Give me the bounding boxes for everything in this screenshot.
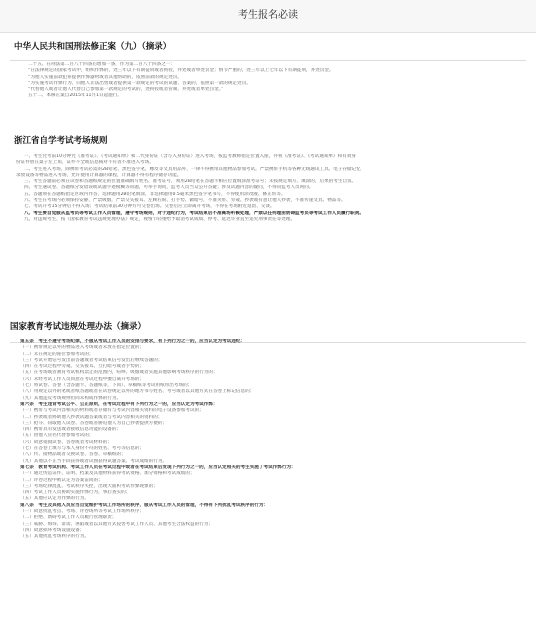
section-title-violation-handling: 国家教育考试违规处理办法（摘录） — [10, 322, 147, 332]
list-item: （八）传、接物品或者交换试卷、答卷、草稿纸的； — [20, 452, 126, 458]
paragraph: 二、考生进入考场，除携带考试必需的2B铅笔、黑色签字笔、橡皮等文具用品外，一律不得携带其他物品参加考试。严禁携带手机等各种无线通讯工具、电子存储记忆 — [24, 166, 361, 172]
article-heading: 第六条 考生违背考试公平、公正原则，在考试过程中有下列行为之一的，应当认定为考试作弊： — [20, 401, 218, 407]
list-item: （五）其他应认定为作弊的行为。 — [20, 496, 89, 502]
list-item: （一）携带规定以外的物品进入考场或者未放在指定位置的； — [20, 345, 145, 351]
article-heading: 第七条 教育考试机构、考试工作人员在考试过程中或者在考试结束后发现下列行为之一的，应当认定相关的考生实施了考试作弊行为： — [20, 464, 296, 470]
paragraph: 五十二、本修正案自2015年11月1日起施行。 — [28, 93, 122, 99]
list-item: （四）携带具有发送或者接收信息功能的设备的； — [20, 427, 122, 433]
list-item: （二）拒绝、妨碍考试工作人员履行管理职责； — [20, 515, 117, 521]
list-item: （三）考试开始信号发出前答题或者考试结束信号发出后继续答题的； — [20, 357, 163, 363]
list-item: （五）在考场或者教育考试机构禁止的范围内，喧哗、吸烟或者实施其他影响考场秩序的行为的； — [20, 370, 218, 376]
paragraph: 五、答题须在答题纸指定区域内作答，选择题用2B铅笔填涂，非选择题用0.5毫米黑色签字笔书写，不得使用涂改液、修正带等。 — [24, 191, 286, 197]
section-body-exam-rules — [16, 154, 524, 223]
list-item: （三）威胁、侮辱、诽谤、诬陷或者以其他方式侵害考试工作人员、其他考生合法权益的行为； — [20, 521, 213, 527]
list-item: （三）考场纪律混乱、考试秩序失控，出现大面积考试作弊现象的； — [20, 483, 158, 489]
paragraph: “为他人实施前款犯罪提供作弊器材或者其他帮助的，依照前款的规定处罚。 — [28, 74, 182, 80]
list-item: （四）故意损坏考场设施设备； — [20, 527, 85, 533]
page-header — [0, 0, 536, 33]
section-title-criminal-law: 中华人民共和国刑法修正案（九）（摘录） — [14, 42, 172, 52]
list-item: （九）其他违反考场规则但尚未构成作弊的行为。 — [20, 395, 122, 401]
paragraph: “为实施考试作弊行为，向他人非法出售或者提供第一款规定的考试的试题、答案的，依照第一款的规定处罚。 — [28, 80, 251, 86]
paragraph: 一、考生凭考前10分钟凭《准考证》、《考试通知单》和二代身份证（含写入身份证）进入考场，按监考教师指定位置入座，并将《准考证》、《考试通知单》和有效身 — [24, 154, 356, 159]
paragraph: 七、考试开考15分钟后不得入场；考试结束前30分钟方可交卷出场。交卷后应立即离开考场，不得在考场附近逗留、交谈。 — [24, 204, 275, 210]
list-item: （六）故意销毁试卷、答卷或者考试材料的； — [20, 439, 112, 445]
paragraph: “代替他人或者让他人代替自己参加第一款规定的考试的，处拘役或者管制，并处或者单处罚金。” — [28, 87, 224, 93]
list-item: （一）通过伪造证件、证明、档案及其他材料获得考试资格、加分资格和考试成绩的； — [20, 471, 195, 477]
paragraph: 二十五、在刑法第二百八十四条后增加一条，作为第二百八十四条之一： — [28, 62, 176, 67]
list-item: （二）抄袭或者协助他人抄袭试题答案或者与考试内容相关的资料的； — [20, 414, 163, 420]
list-item: （二）评卷过程中被认定为答案雷同的； — [20, 477, 103, 483]
list-item: （一）故意扰乱考点、考场、评卷场所等考试工作场所秩序； — [20, 509, 145, 515]
page-title: 考生报名必读 — [238, 10, 298, 21]
list-item: （七）将试卷、答卷（含答题卡、答题纸等，下同）、草稿纸等考试用纸带出考场的； — [20, 383, 193, 389]
list-item: （四）考试工作人员协助实施作弊行为，事后查实的； — [20, 490, 131, 496]
divider — [10, 60, 526, 61]
list-item: （六）未经考试工作人员同意在考试过程中擅自离开考场的； — [20, 376, 145, 382]
article-heading: 第八条 考生及其他人员应当自觉维护考试工作场所的秩序，服从考试工作人员的管理，不得有下列扰乱考试秩序的行为： — [20, 502, 269, 508]
list-item: （五）其他扰乱考场秩序的行为。 — [20, 534, 89, 540]
list-item: （一）携带与考试内容相关的材料或者存储有与考试内容相关资料的电子设备参加考试的； — [20, 408, 204, 414]
paragraph-emphasis: 八、考生要自觉服从监考员等考试工作人员管理，遵守考场规则，对于违纪行为，考试结束后不准离场听候处理，严禁以任何理由妨碍监考员等考试工作人员履行职责。 — [24, 210, 364, 216]
list-item: （二）未在规定的座位参加考试的； — [20, 351, 94, 357]
section-body-criminal-law — [28, 62, 518, 100]
paragraph: “在法律规定的国家考试中，组织作弊的，处三年以下有期徒刑或者拘役，并处或者单处罚金；情节严重的，处三年以上七年以下有期徒刑，并处罚金。 — [28, 68, 334, 74]
section-title-exam-rules: 浙江省自学考试考场规则 — [14, 136, 108, 146]
list-item: （五）由他人冒名代替参加考试的； — [20, 433, 94, 439]
list-item: （四）在考试过程中旁窥、交头接耳、互打暗号或者手势的； — [20, 364, 145, 370]
list-item: （三）抢夺、窃取他人试卷、答卷或者胁迫他人为自己抄袭提供方便的； — [20, 420, 168, 426]
list-item: （八）用规定以外的笔或者纸答题或者在试卷规定以外的地方书写姓名、考号或者以其他方式在答卷上标记信息的； — [20, 389, 255, 395]
section-body-violation-handling — [20, 339, 520, 541]
paragraph: 录放设备等物品进入考场，允许使用计算器的课程，计算器不得有程序储存功能。 — [16, 172, 182, 178]
list-item: （七）在答卷上填写与本人身份不符的姓名、考号等信息的； — [20, 446, 145, 452]
article-heading: 第五条 考生不遵守考场纪律，不服从考试工作人员的安排与要求，有下列行为之一的，应当认定为考试违纪： — [20, 339, 246, 344]
paragraph: 份证件放在桌子左上角，证件不全或信息核对不符者不准进入考场。 — [16, 160, 154, 166]
paragraph: 四、考生遇试卷、答题纸分发错误或试题字迹模糊等问题，可举手询问，监考人员当众公开答疑；涉及试题内容的疑问，不得向监考人员询问。 — [24, 185, 314, 191]
paragraph: 三、考生答题前必须在试卷和答题纸规定的位置准确填写姓名、准考证号，须用2B铅笔在答题卡相应位置填涂准考证号；未按规定填写、填涂的，后果由考生自负。 — [24, 179, 357, 185]
paragraph: 六、考生在考场内必须保持安静，严禁吸烟，严禁交头接耳、左顾右盼、打手势、做暗号，不准夹带、旁窥、抄袭或有意让他人抄袭，不准传递文具、物品等。 — [24, 198, 346, 204]
list-item: （九）其他以不正当手段获得或者试图获得试题答案、考试成绩的行为。 — [20, 458, 168, 464]
paragraph: 九、对违规考生，按《国家教育考试违规处理办法》规定，视情节轻重给予取消考试成绩、停考、延迟毕业直至追究刑事责任等处理。 — [24, 216, 296, 222]
